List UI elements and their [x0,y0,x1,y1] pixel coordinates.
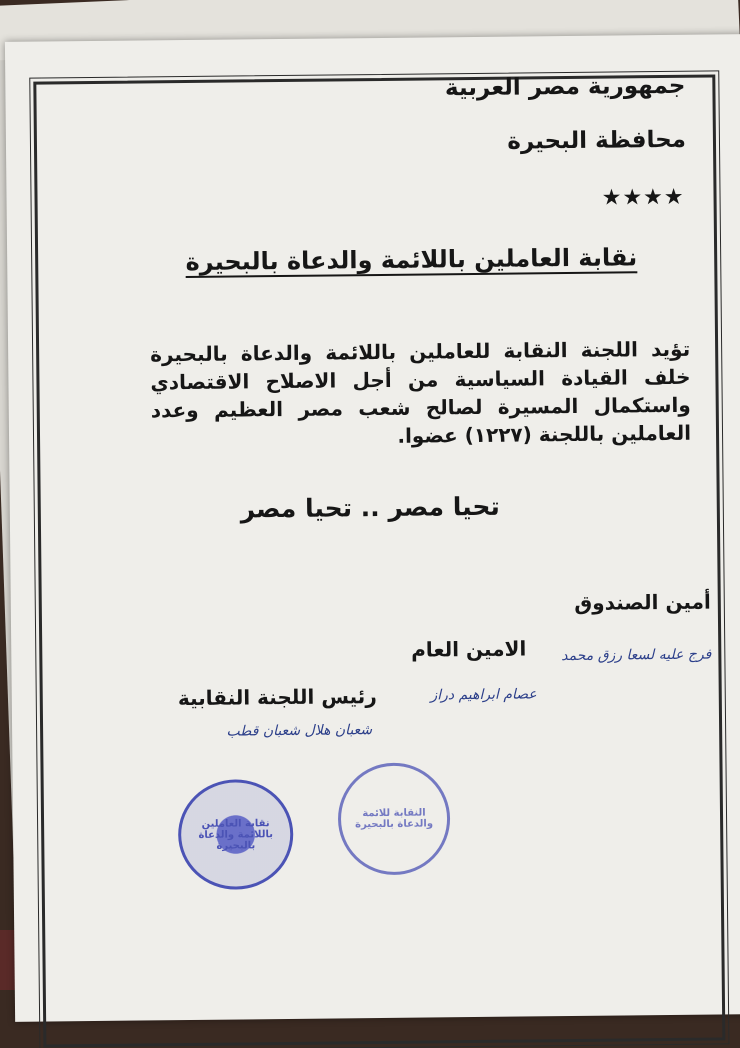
document-body: تؤيد اللجنة النقابة للعاملين باللائمة والدعاة بالبحيرة خلف القيادة السياسية من أجل الاصلاح الاقتصادي واستكمال المسيرة لصالح شعب مصر العظيم وعدد العاملين باللجنة (١٢٢٧) عضوا. [150,336,692,448]
secretary-signature: عصام ابراهيم دراز [430,686,537,704]
page-border [33,74,725,1047]
secretary-title: الامين العام [411,636,527,662]
header-country: جمهورية مصر العربية [444,72,686,102]
treasurer-title: أمين الصندوق [574,589,711,615]
stars-decoration: ★★★★ [601,184,685,211]
treasurer-signature: فرج عليه لسعا رزق محمد [561,646,712,665]
document-title: نقابة العاملين باللائمة والدعاة بالبحيرة [185,243,638,277]
chairman-title: رئيس اللجنة النقابية [177,684,377,711]
committee-stamp: النقابة للائمة والدعاة بالبحيرة [337,762,450,875]
chairman-signature: شعبان هلال شعبان قطب [226,722,373,740]
union-stamp: نقابة العاملين باللائمة والدعاة بالبحيرة [178,779,294,890]
slogan: تحيا مصر .. تحيا مصر [240,491,500,524]
document-page [5,34,740,1022]
header-governorate: محافظة البحيرة [507,126,687,155]
